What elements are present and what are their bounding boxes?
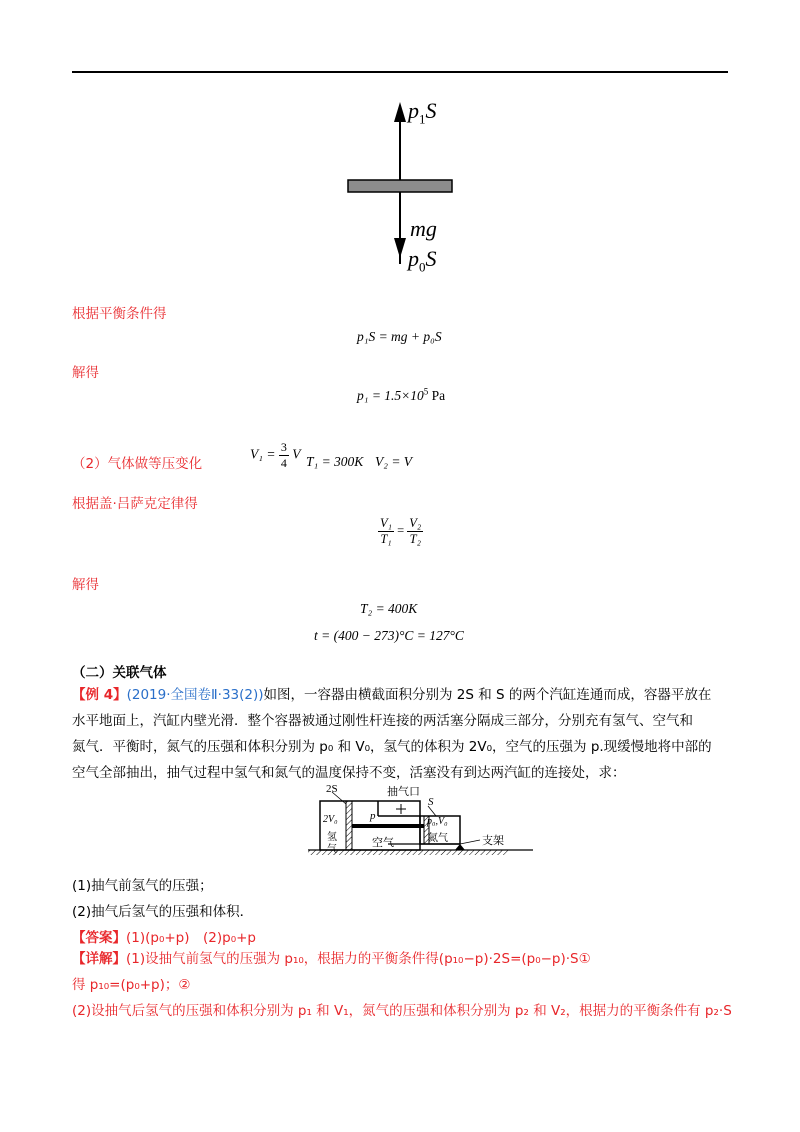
section-heading: （二）关联气体 [72,665,167,681]
label-support: 支架 [482,834,504,847]
label-2v0: 2V₀ [323,814,338,825]
equation-p1: $p_1 = 1.5\times 10^5$ Pa [357,386,446,403]
equation-balance: p₁S = mg + p₀S [357,329,442,344]
cylinder-diagram [308,784,533,864]
label-hydrogen-1: 氢 [327,832,337,843]
label-outlet: 抽气口 [387,785,420,798]
source-link[interactable]: (2019·全国卷Ⅱ·33(2)) [126,687,264,703]
question-1: (1)抽气前氢气的压强； [72,878,213,894]
force-label-mg: mg [410,216,437,241]
t1-expression: T₁ = 300K [306,454,364,469]
v1-expression: V₁ = $\frac{3}{4}$ V [250,440,301,470]
up-arrow-icon [394,102,406,122]
detail-block: 【详解】(1)设抽气前氢气的压强为 p₁₀，根据力的平衡条件得(p₁₀−p)·2S=(p₀−p)·S① 得 p₁₀=(p₀+p)；② (2)设抽气后氢气的压强和体积分别为 p₁ 和 V₁，氮气的压强和体积分别为 p₂ 和 V₂，根据力的平衡条件有 p₂·S [72,951,732,1019]
law-intro: 根据盖·吕萨克定律得 [72,496,198,512]
down-arrow-icon [394,238,406,258]
force-diagram [340,96,470,276]
v2-expression: V₂ = V [375,454,413,469]
solve-label-1: 解得 [72,365,99,381]
problem-statement: 【例 4】(2019·全国卷Ⅱ·33(2))如图，一容器由横截面积分别为 2S 和 S 的两个汽缸连通而成，容器平放在 水平地面上，汽缸内壁光滑．整个容器被通过刚性杆连接的两活塞分隔成三部分，分别充有氢气、空气和 氮气．平衡时，氮气的压强和体积分别为 p₀ 和 V₀，氢气的体积为 2V₀，空气的压强为 p.现缓慢地将中部的 空气全部抽出，抽气过程中氢气和氮气的温度保持不变，活塞没有到达两汽缸的连接处，求： [72,687,712,781]
force-label-p1s: $p_1S$ [408,98,437,127]
label-p0v0: p₀,V₀ [427,816,448,827]
question-2: (2)抽气后氢气的压强和体积． [72,904,254,920]
header-rule [72,71,728,73]
celsius-expression: t = (400 − 273)°C = 127°C [314,628,464,643]
solve-label-2: 解得 [72,577,99,593]
force-label-p0s: $p_0S$ [408,246,437,275]
label-2s: 2S [326,783,338,795]
balance-intro: 根据平衡条件得 [72,306,167,322]
t2-expression: T₂ = 400K [360,601,418,616]
piston-rect [348,180,452,192]
gay-lussac-equation: $\frac{\text{V₁}}{\text{T₁}}$ = $\frac{\text{V₂}}{\text{T₂}}$ [380,516,422,546]
answer-line: 【答案】(1)(p₀+p) (2)p₀+p [72,930,257,946]
label-hydrogen-2: 气 [327,844,337,855]
label-air: 空气 [372,836,394,849]
part2-label: （2）气体做等压变化 [72,456,203,472]
label-p: p [370,810,376,822]
example-label: 【例 4】 [72,687,127,703]
label-nitrogen: 氮气 [428,833,448,844]
label-s: S [428,796,434,808]
